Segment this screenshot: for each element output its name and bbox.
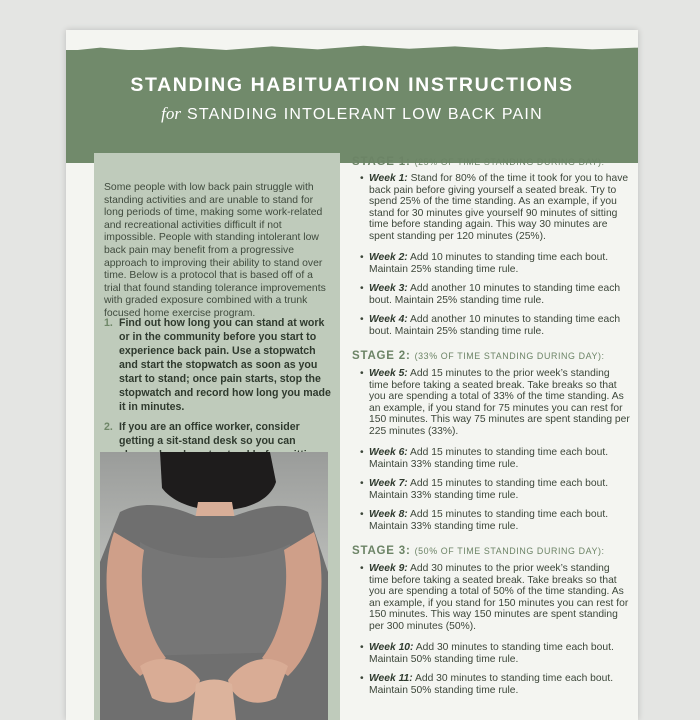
bullet-icon: • [360,478,364,489]
week-item [360,673,630,696]
week-item [360,447,630,470]
week-item [360,368,630,438]
stage-title: STAGE 1: [352,156,411,168]
week-item [360,642,630,665]
week-item [360,314,630,337]
person-illustration [100,452,328,720]
week-label: Week 11: [369,673,413,684]
week-label: Week 4: [369,314,408,325]
subtitle-text: STANDING INTOLERANT LOW BACK PAIN [187,106,543,123]
week-item [360,478,630,501]
bullet-icon: • [360,673,364,684]
bullet-icon: • [360,252,364,263]
bullet-icon: • [360,368,364,379]
week-label: Week 8: [369,509,408,520]
week-item [360,283,630,306]
stage-subtitle: (33% OF TIME STANDING DURING DAY): [414,351,605,361]
step-item [104,316,332,414]
page-subtitle [66,104,638,124]
bullet-icon: • [360,173,364,184]
week-text: Add 30 minutes to the prior week’s standing time before taking a seated break. Take breaks so that you are spending a total of 50% of the time standing. As an example, if you stand for 150 minutes you can rest for 150 minutes. This way 150 minutes are spent standing per 300 minutes (50%). [369,563,629,632]
week-text: Add 15 minutes to standing time each bout. Maintain 33% standing time rule. [369,478,609,501]
intro-paragraph: Some people with low back pain struggle with standing activities and are unable to stand for long periods of time, making some work-related and recreational activities difficult if not impossible. People with standing intolerant low back pain may benefit from a progressive approach to improving their ability to stand over time. Below is a protocol that is based off of a trial that found standing tolerance improvements with graded exposure combined with a trunk focused home exercise program. [104,182,326,319]
week-label: Week 5: [369,368,408,379]
bullet-icon: • [360,642,364,653]
week-item [360,252,630,275]
week-text: Add another 10 minutes to standing time each bout. Maintain 25% standing time rule. [369,283,621,306]
step-text: If you are an office worker, consider getting a sit-stand desk so you can [119,421,300,447]
back-pain-photo [100,452,328,720]
week-item [360,509,630,532]
step-number: 1. [104,317,113,329]
bullet-icon: • [360,314,364,325]
week-label: Week 6: [369,447,408,458]
week-text: Stand for 80% of the time it took for you to have back pain before giving yourself a seated break. Try to spend 25% of the time standing. As an example, if you stand for 30 minutes give yourself 90 minutes of sitting time before standing again. This way 30 minutes are spent standing per 120 minutes (25%). [369,173,629,242]
stage-subtitle: (50% OF TIME STANDING DURING DAY): [414,546,605,556]
week-label: Week 10: [369,642,414,653]
step-number: 2. [104,421,113,433]
week-label: Week 1: [369,173,408,184]
week-text: Add 30 minutes to standing time each bout. Maintain 50% standing time rule. [369,673,614,696]
week-text: Add 15 minutes to standing time each bout. Maintain 33% standing time rule. [369,447,609,470]
week-text: Add 15 minutes to standing time each bout. Maintain 33% standing time rule. [369,509,609,532]
step-text: Find out how long you can stand at work or in the community before you start to experience back pain. Use a stopwatch and start the stopwatch as soon as you start to stand; once pain starts, stop the stopwatch and record how long you made it in minutes. [119,317,331,413]
week-label: Week 2: [369,252,408,263]
week-text: Add 15 minutes to the prior week’s standing time before taking a seated break. Take breaks so that you are spending a total of 33% of the time standing. As an example, if you stand for 75 minutes you can rest for 150 minutes. This way 75 minutes are spent standing per 225 minutes (33%). [369,368,630,437]
week-text: Add 30 minutes to standing time each bout. Maintain 50% standing time rule. [369,642,614,665]
stage-heading [352,545,605,557]
stage-subtitle: (25% OF TIME STANDING DURING DAY): [414,157,605,167]
week-item [360,563,630,633]
week-label: Week 3: [369,283,408,294]
week-label: Week 9: [369,563,408,574]
bullet-icon: • [360,447,364,458]
bullet-icon: • [360,563,364,574]
stage-title: STAGE 3: [352,545,411,557]
stage-heading [352,156,605,168]
stage-title: STAGE 2: [352,350,411,362]
bullet-icon: • [360,509,364,520]
page-title: STANDING HABITUATION INSTRUCTIONS [130,74,574,96]
week-text: Add another 10 minutes to standing time each bout. Maintain 25% standing time rule. [369,314,621,337]
bullet-icon: • [360,283,364,294]
handout-page [66,30,638,720]
stage-heading [352,350,605,362]
week-item [360,173,630,243]
subtitle-for: for [161,104,182,123]
week-label: Week 7: [369,478,408,489]
week-text: Add 10 minutes to standing time each bout. Maintain 25% standing time rule. [369,252,609,275]
